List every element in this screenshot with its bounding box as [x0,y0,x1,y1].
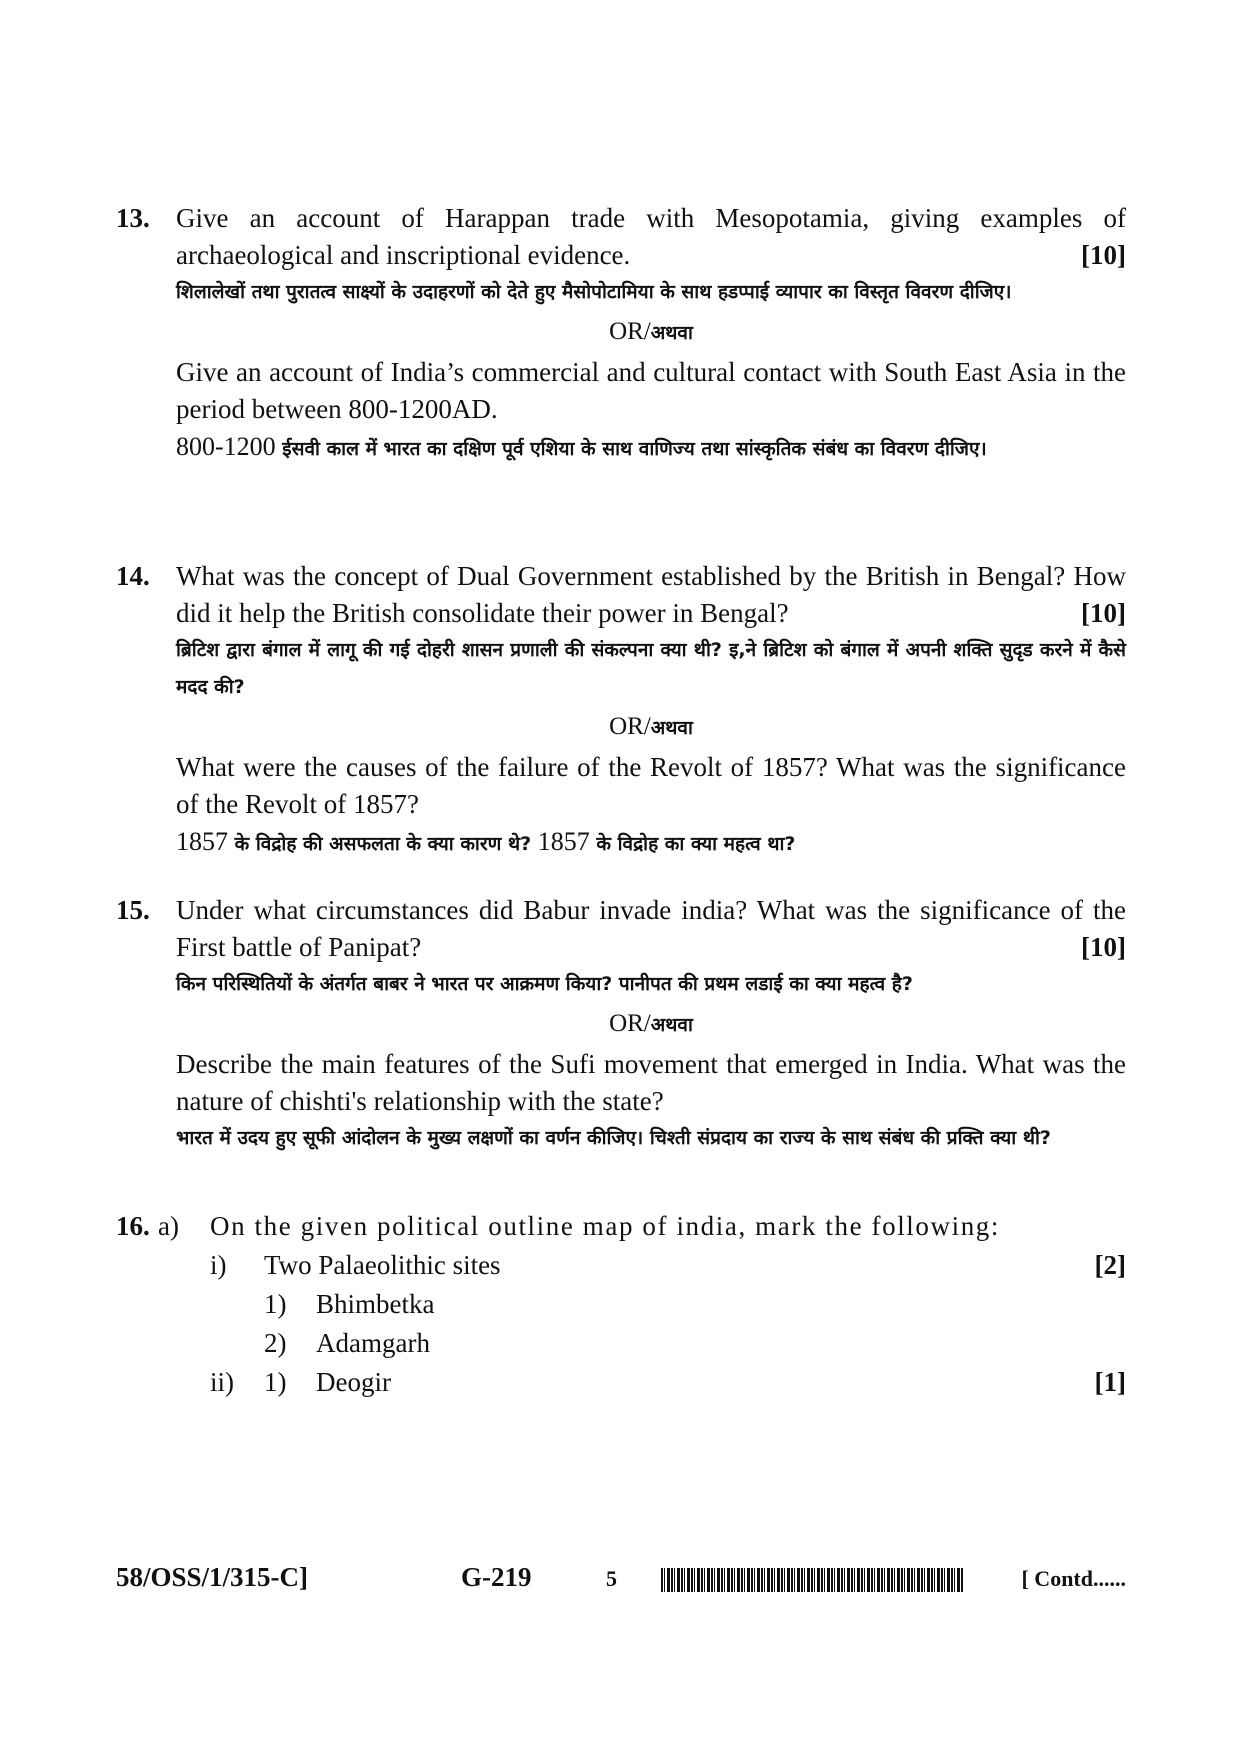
marks: [1] [1094,1367,1126,1397]
question-text: Give an account of Harappan trade with Mesopotamia, giving examples of archaeological and inscriptional evidence. [10] [176,200,1126,274]
page-footer [116,1562,1126,1602]
paper-code: 58/OSS/1/315-C] [116,1562,309,1592]
alt-question-text-hindi: 1857 के विद्रोह की असफलता के क्या कारण थे? 1857 के विद्रोह का क्या महत्व था? [176,827,796,856]
question-15 [116,892,1126,1157]
part-label: a) [158,1211,179,1241]
question-text: On the given political outline map of india, mark the following: [210,1211,1001,1241]
question-13 [116,200,1126,468]
sub-label: i) [210,1250,227,1280]
question-text: What was the concept of Dual Government established by the British in Bengal? How did it help the British consolidate their power in Bengal? [10] [176,558,1126,632]
marks: [2] [1094,1250,1126,1280]
sub-label: ii) [210,1367,234,1397]
question-text-hindi: किन परिस्थितियों के अंतर्गत बाबर ने भारत पर आक्रमण किया? पानीपत की प्रथम लडाई का क्या महत्व है? [176,973,913,995]
marks: [10] [1081,598,1126,628]
question-text-hindi: शिलालेखों तथा पुरातत्व साक्ष्यों के उदाहरणों को देते हुए मैसोपोटामिया के साथ हडप्पाई व्यापार का विस्तृत विवरण दीजिए। [176,281,1012,303]
question-number: 14. [116,561,150,591]
barcode [661,1568,963,1592]
question-number: 16. [116,1211,150,1241]
list-item: 1) Bhimbetka [116,1285,1126,1324]
question-16 [116,1207,1126,1402]
alt-question-text: Give an account of India’s commercial and cultural contact with South East Asia in the period between 800-1200AD. [176,357,1126,424]
question-number: 15. [116,895,150,925]
series-code: G-219 [461,1562,532,1592]
q16-part-i [116,1246,1126,1285]
alt-question-text: Describe the main features of the Sufi movement that emerged in India. What was the nature of chishti's relationship with the state? [176,1049,1126,1116]
q16-stem-row [116,1207,1126,1246]
alt-question-text-hindi: भारत में उदय हुए सूफी आंदोलन के मुख्य लक्षणों का वर्णन कीजिए। चिश्ती संप्रदाय का राज्य के साथ संबंध की प्रक्ति क्या थी? [176,1127,1051,1149]
sub-text: Two Palaeolithic sites [264,1250,501,1280]
question-14 [116,558,1126,863]
question-text: Under what circumstances did Babur invade india? What was the significance of the First battle of Panipat? [10] [176,892,1126,966]
alt-question-text: What were the causes of the failure of the Revolt of 1857? What was the significance of the Revolt of 1857? [176,752,1126,819]
or-divider: OR/अथवा [609,318,693,345]
page-number: 5 [606,1566,617,1591]
site-name: Bhimbetka [316,1289,435,1319]
question-number: 13. [116,203,150,233]
list-item: 2) Adamgarh [116,1324,1126,1363]
alt-question-text-hindi: 800-1200 ईसवी काल में भारत का दक्षिण पूर्व एशिया के साथ वाणिज्य तथा सांस्कृतिक संबंध का विवरण दीजिए। [176,432,987,461]
or-divider: OR/अथवा [609,1010,693,1037]
or-divider: OR/अथवा [609,713,693,740]
marks: [10] [1081,240,1126,270]
continued-label: [ Contd...... [1021,1566,1126,1591]
question-text-hindi: ब्रिटिश द्वारा बंगाल में लागू की गई दोहरी शासन प्रणाली की संकल्पना क्या थी? इ,ने ब्रिटिश को बंगाल में अपनी शक्ति सुदृड करने में कैसे मदद की? [176,639,1126,698]
q16-part-ii: ii) 1) Deogir [1] [116,1363,1126,1402]
site-name: Deogir [316,1367,391,1397]
site-name: Adamgarh [316,1328,430,1358]
marks: [10] [1081,932,1126,962]
